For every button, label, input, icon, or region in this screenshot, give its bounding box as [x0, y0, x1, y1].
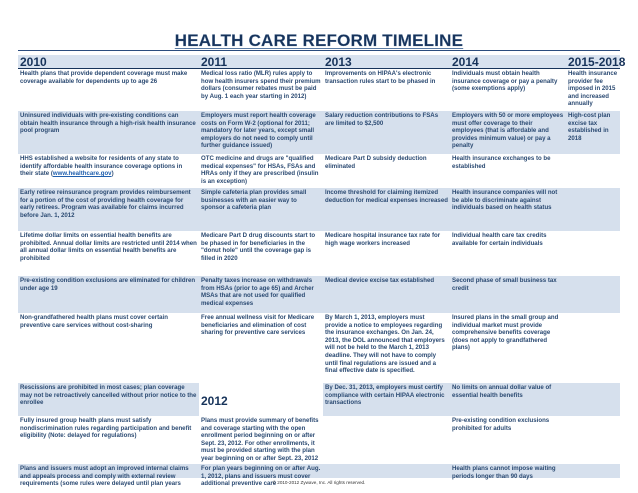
table-cell	[566, 231, 620, 276]
table-cell	[566, 188, 620, 231]
table-cell: Early retiree reinsurance program provides reimbursement for a portion of the cost of providing health coverage for early retirees. Program was available for claims incurred before Jan. 1, 2012	[18, 188, 199, 231]
table-cell: Second phase of small business tax credit	[450, 276, 566, 313]
table-cell: Employers with 50 or more employees must offer coverage to their employees (that is affordable and provides minimum value) or pay a penalty	[450, 111, 566, 154]
table-cell: Employers must report health coverage costs on Form W-2 (optional for 2011; mandatory for later years, except small employers do not need to comply until further guidance issued)	[199, 111, 323, 154]
table-cell: Salary reduction contributions to FSAs are limited to $2,500	[323, 111, 450, 154]
table-cell: No limits on annual dollar value of essential health benefits	[450, 383, 566, 416]
table-cell: Health insurance exchanges to be established	[452, 155, 551, 170]
table-cell	[323, 464, 450, 478]
column-header-2011: 2011	[199, 55, 323, 69]
table-cell: Medical loss ratio (MLR) rules apply to how health insurers spend their premium dollars (consumer rebates must be paid by Aug. 1 each year starting in 2012)	[201, 70, 321, 100]
table-cell	[566, 154, 620, 188]
table-cell: Lifetime dollar limits on essential health benefits are prohibited. Annual dollar limits are restricted until 2014 when all annual dollar limits on essential health benefits are prohibited	[20, 232, 197, 262]
table-cell: OTC medicine and drugs are "qualified medical expenses" for HSAs, FSAs and HRAs only if they are prescribed (insulin is an exception)	[201, 155, 319, 185]
table-cell: Health plans that provide dependent coverage must make coverage available for dependents up to age 26	[20, 70, 188, 85]
column-header-2015-2018: 2015-2018	[568, 55, 626, 69]
table-cell: Simple cafeteria plan provides small businesses with an easier way to sponsor a cafeteria plan	[199, 188, 323, 231]
column-header-2010: 2010	[18, 55, 199, 69]
healthcare-gov-link[interactable]: www.healthcare.gov	[52, 170, 112, 178]
page-title: HEALTH CARE REFORM TIMELINE	[174, 31, 464, 50]
table-cell: Individuals must obtain health insurance coverage or pay a penalty (some exemptions apply)	[452, 70, 558, 93]
table-cell	[566, 276, 620, 313]
mid-heading-2012: 2012	[201, 394, 228, 408]
table-cell: Health insurance companies will not be able to discriminate against individuals based on health status	[450, 188, 566, 231]
table-cell	[18, 154, 199, 188]
table-cell: Non-grandfathered health plans must cover certain preventive care services without cost-sharing	[20, 314, 168, 329]
table-cell: Rescissions are prohibited in most cases; plan coverage may not be retroactively cancelled without prior notice to the enrollee	[18, 383, 199, 416]
table-cell: Insured plans in the small group and individual market must provide comprehensive benefits coverage (does not apply to grandfathered plans)	[452, 314, 559, 352]
copyright-footer: © 2010-2012 Zywave, Inc. All rights reserved.	[272, 480, 366, 485]
table-cell: Medical device excise tax established	[323, 276, 450, 313]
table-cell: Income threshold for claiming itemized deduction for medical expenses increased	[323, 188, 450, 231]
table-cell	[566, 416, 620, 464]
table-cell: Medicare Part D drug discounts start to be phased in for beneficiaries in the "donut hole" until the coverage gap is filled in 2020	[201, 232, 316, 262]
table-cell: Free annual wellness visit for Medicare beneficiaries and elimination of cost sharing for preventive care services	[201, 314, 315, 337]
table-cell	[566, 464, 620, 478]
table-cell: High-cost plan excise tax established in 2018	[566, 111, 620, 154]
table-cell	[566, 383, 620, 416]
table-cell: Plans and issuers must adopt an improved internal claims and appeals process and comply with external review requirements (some rules were delayed until plan years	[18, 464, 199, 478]
table-cell: Health insurance provider fee imposed in 2015 and increased annually	[568, 70, 618, 108]
table-cell: Uninsured individuals with pre-existing conditions can obtain health insurance through a high-risk health insurance pool program	[18, 111, 199, 154]
table-cell: Fully insured group health plans must satisfy nondiscrimination rules regarding participation and benefit eligibility (Note: delayed for regulations)	[20, 417, 192, 440]
table-cell: Penalty taxes increase on withdrawals from HSAs (prior to age 65) and Archer MSAs that are not used for qualified medical expenses	[199, 276, 323, 313]
table-cell: Pre-existing condition exclusions are eliminated for children under age 19	[18, 276, 199, 313]
table-cell: Improvements on HIPAA's electronic transaction rules start to be phased in	[325, 70, 436, 85]
title-divider	[18, 50, 620, 51]
column-header-2013: 2013	[323, 55, 450, 69]
cell-text: HHS established a website for residents of any state to identify affordable health insurance coverage options in their state (	[20, 155, 183, 178]
table-cell	[323, 416, 450, 464]
table-cell: Pre-existing condition exclusions prohibited for adults	[452, 417, 550, 432]
cell-text: )	[111, 170, 114, 178]
column-header-2014: 2014	[450, 55, 566, 69]
table-cell: By Dec. 31, 2013, employers must certify compliance with certain HIPAA electronic transactions	[323, 383, 450, 416]
table-cell: By March 1, 2013, employers must provide a notice to employees regarding the insurance exchanges. On Jan. 24, 2013, the DOL announced that employers will not be held to the March 1, 2013 deadline. They will not have to comply until final regulations are issued and a final effective date is specified.	[325, 314, 445, 375]
table-cell: Health plans cannot impose waiting periods longer than 90 days	[450, 464, 566, 478]
table-cell: Individual health care tax credits available for certain individuals	[452, 232, 547, 247]
table-cell: Medicare hospital insurance tax rate for high wage workers increased	[325, 232, 441, 247]
table-cell	[566, 313, 620, 383]
table-cell: For plan years beginning on or after Aug. 1, 2012, plans and issuers must cover additional preventive care	[199, 464, 323, 478]
table-cell: Plans must provide summary of benefits and coverage starting with the open enrollment period beginning on or after Sept. 23, 2012. For other enrollments, it must be provided starting with the plan year beginning on or after Sept. 23, 2012	[201, 417, 319, 462]
table-cell: Medicare Part D subsidy deduction eliminated	[325, 155, 427, 170]
